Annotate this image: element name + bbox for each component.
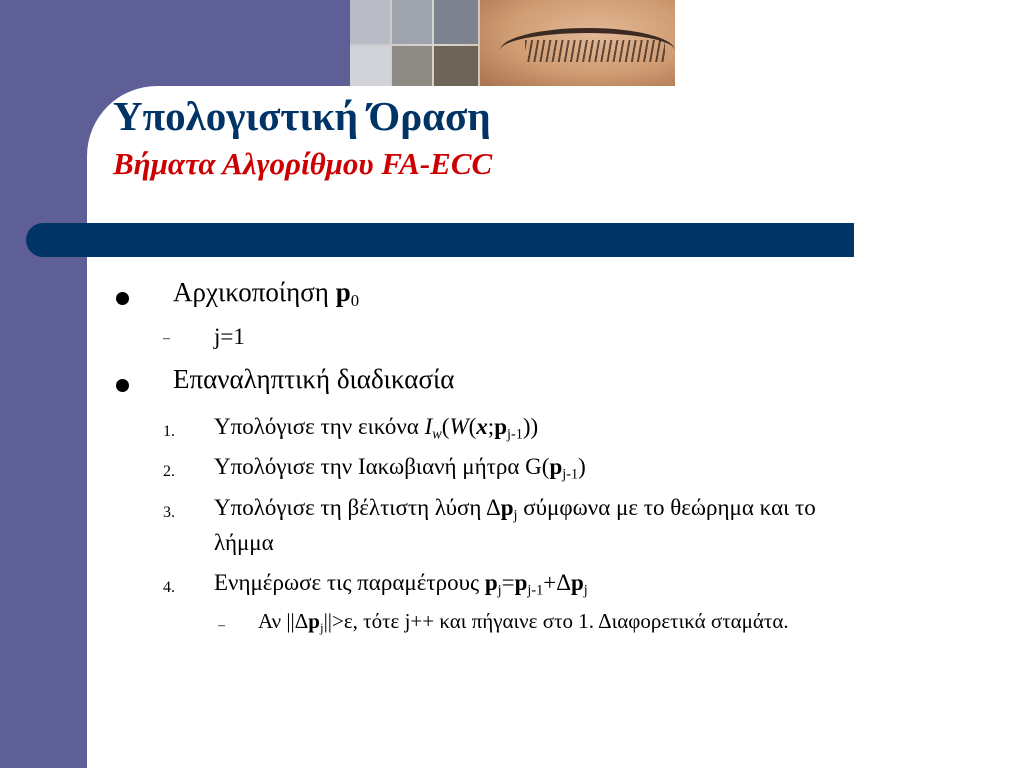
paren: ( <box>468 414 477 439</box>
bullet-icon <box>116 292 129 305</box>
bullet-item-iterative: Επαναληπτική διαδικασία <box>173 364 455 394</box>
step-text: σύμφωνα με το θεώρημα και το <box>517 495 816 520</box>
param-sub: j <box>583 582 588 599</box>
step-number: 4. <box>163 579 175 596</box>
item-text: Αρχικοποίηση <box>173 277 336 307</box>
param-p: p <box>570 570 584 595</box>
paren: ) <box>578 454 586 479</box>
step-number: 1. <box>163 423 175 440</box>
param-sub: j-1 <box>527 582 544 599</box>
slide-title: Υπολογιστική Όραση <box>113 93 491 139</box>
paren: ( <box>441 414 450 439</box>
param-p: p <box>500 495 514 520</box>
step-number: 2. <box>163 463 175 480</box>
plus-delta: +Δ <box>543 570 571 595</box>
var-W: W <box>449 414 469 439</box>
param-sub: j <box>319 619 324 635</box>
paren: )) <box>522 414 539 439</box>
bullet-icon <box>116 379 129 392</box>
slide-subtitle: Βήματα Αλγορίθμου FA-ECC <box>113 146 493 181</box>
param-p: p <box>335 277 351 307</box>
step-text: Υπολόγισε τη βέλτιστη λύση Δ <box>214 495 501 520</box>
step-text: Ενημέρωσε τις παραμέτρους <box>214 570 485 595</box>
step-text: Υπολόγισε την εικόνα <box>214 414 425 439</box>
step-number: 3. <box>163 504 175 521</box>
param-sub: j <box>497 582 502 599</box>
step-text: ||>ε, τότε j++ και πήγαινε στο 1. Διαφορετικά σταμάτα. <box>323 609 789 633</box>
var-x: x <box>476 414 488 439</box>
param-sub: 0 <box>350 291 360 311</box>
step-1 <box>214 414 538 443</box>
param-p: p <box>308 609 320 633</box>
param-p: p <box>494 414 507 439</box>
sub-item-j: j=1 <box>214 324 245 349</box>
step-2 <box>214 454 586 483</box>
var-I: I <box>424 414 433 439</box>
param-p: p <box>514 570 528 595</box>
dash-marker: – <box>218 618 225 633</box>
semicolon: ; <box>487 414 495 439</box>
param-p: p <box>484 570 498 595</box>
param-sub: j-1 <box>562 466 579 483</box>
step-4-condition <box>258 609 789 636</box>
step-3-continued: λήμμα <box>214 530 274 555</box>
dash-marker: – <box>163 331 170 346</box>
step-text: Υπολόγισε την Ιακωβιανή μήτρα G( <box>214 454 550 479</box>
bullet-item-init <box>173 277 359 311</box>
step-text: Αν ||Δ <box>258 609 309 633</box>
step-4 <box>214 570 588 599</box>
equals: = <box>501 570 515 595</box>
param-p: p <box>549 454 563 479</box>
var-w: w <box>432 426 442 443</box>
param-sub: j-1 <box>506 426 523 443</box>
param-sub: j <box>513 507 518 524</box>
step-3 <box>214 495 816 524</box>
